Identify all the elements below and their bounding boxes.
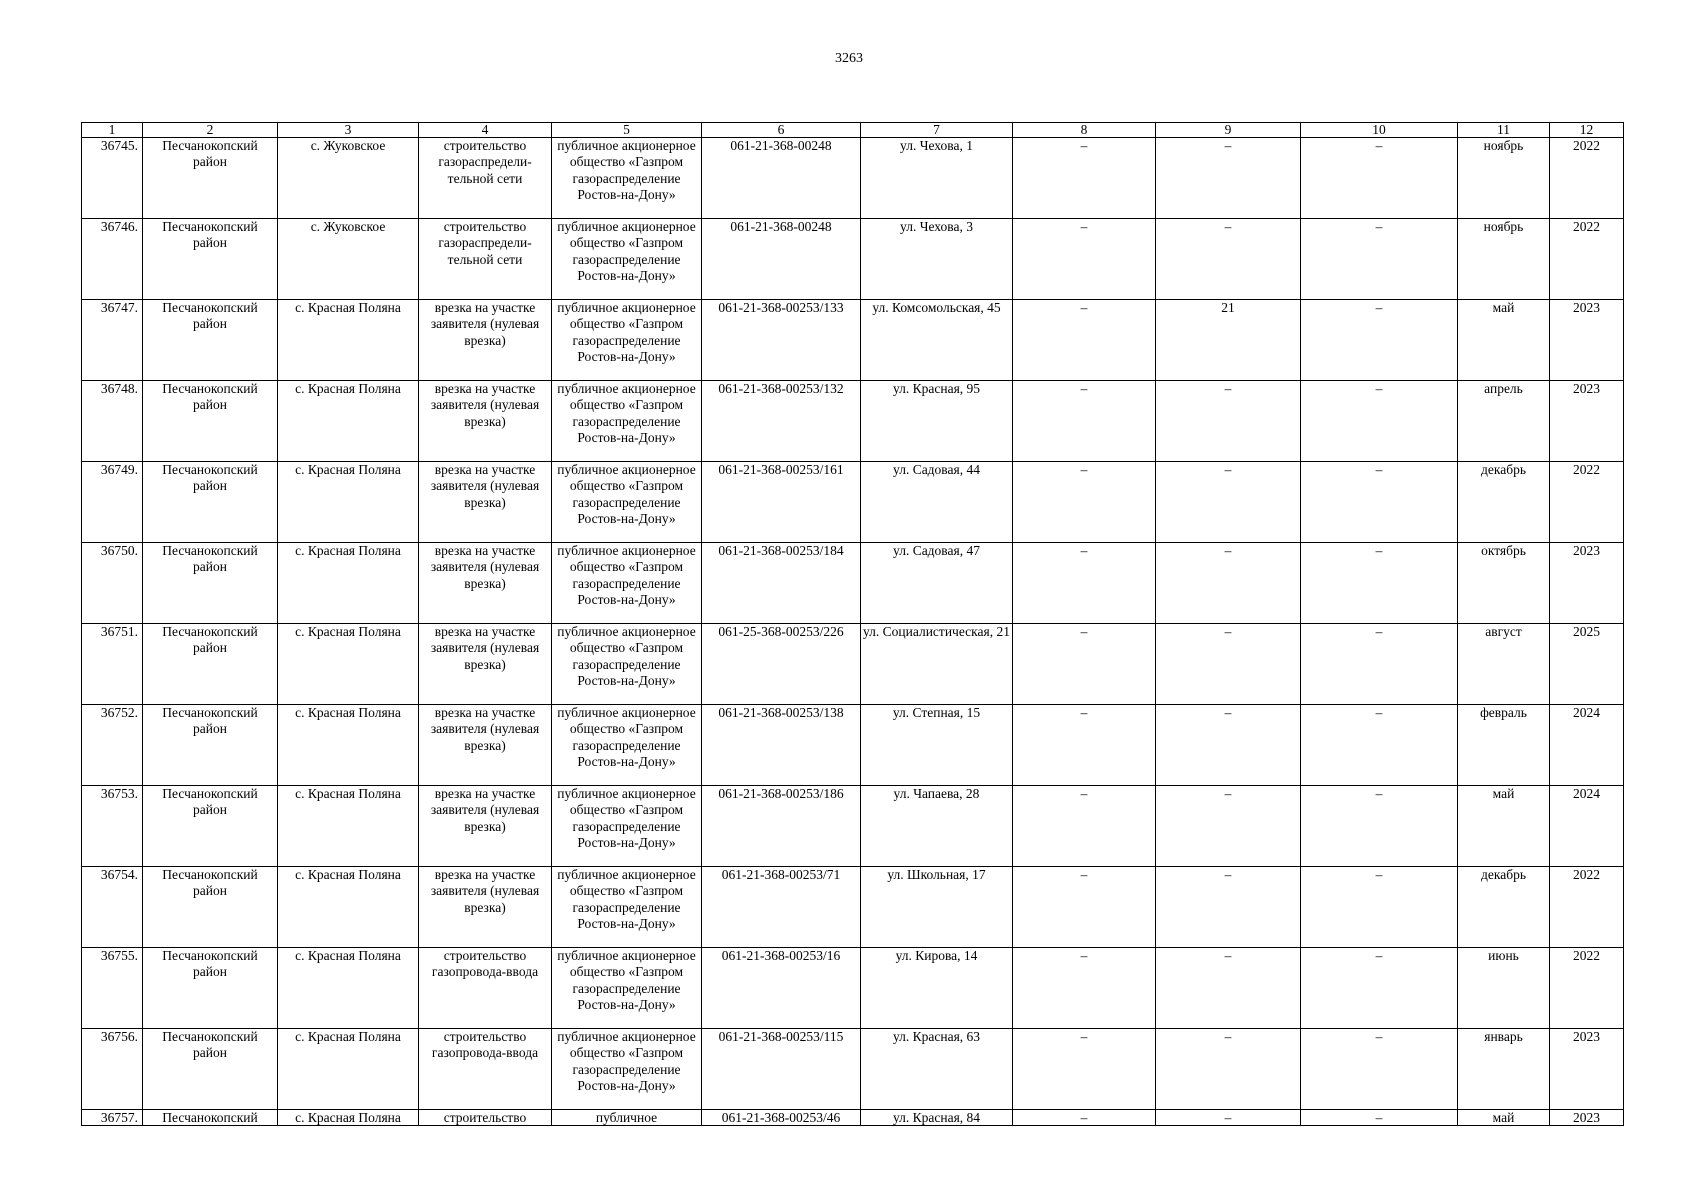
settlement-cell: с. Жуковское [278,138,419,219]
table-row [82,138,1624,219]
column-number-5: 5 [552,123,702,138]
object-code-cell: 061-21-368-00253/132 [702,381,861,462]
object-code-cell: 061-25-368-00253/226 [702,624,861,705]
row-number-cell: 36751. [82,624,143,705]
address-cell: ул. Красная, 63 [861,1029,1013,1110]
district-cell: Песчанокопский район [143,624,278,705]
column-number-9: 9 [1156,123,1301,138]
column-number-4: 4 [419,123,552,138]
month-cell: май [1458,1110,1550,1126]
address-cell: ул. Комсомольская, 45 [861,300,1013,381]
year-cell: 2022 [1550,462,1624,543]
district-cell: Песчанокопский район [143,948,278,1029]
col9-cell: – [1156,867,1301,948]
owner-cell: публичное акционерное общество «Газпром газораспределение Ростов-на-Дону» [552,624,702,705]
month-cell: июнь [1458,948,1550,1029]
district-cell: Песчанокопский район [143,381,278,462]
row-number-cell: 36752. [82,705,143,786]
row-number-cell: 36757. [82,1110,143,1126]
object-code-cell: 061-21-368-00253/16 [702,948,861,1029]
district-cell: Песчанокопский район [143,786,278,867]
col10-cell: – [1301,867,1458,948]
object-code-cell: 061-21-368-00253/71 [702,867,861,948]
col8-cell: – [1013,138,1156,219]
table-row [82,1110,1624,1126]
table-row [82,462,1624,543]
object-code-cell: 061-21-368-00253/184 [702,543,861,624]
settlement-cell: с. Красная Поляна [278,624,419,705]
work-type-cell: врезка на участке заявителя (нулевая врезка) [419,624,552,705]
row-number-cell: 36745. [82,138,143,219]
month-cell: декабрь [1458,867,1550,948]
row-number-cell: 36753. [82,786,143,867]
row-number-cell: 36746. [82,219,143,300]
year-cell: 2025 [1550,624,1624,705]
month-cell: ноябрь [1458,219,1550,300]
owner-cell: публичное акционерное общество «Газпром газораспределение Ростов-на-Дону» [552,867,702,948]
col9-cell: – [1156,705,1301,786]
col8-cell: – [1013,1110,1156,1126]
year-cell: 2023 [1550,1029,1624,1110]
year-cell: 2023 [1550,381,1624,462]
table-body [82,123,1624,1126]
district-cell: Песчанокопский район [143,219,278,300]
object-code-cell: 061-21-368-00248 [702,138,861,219]
col10-cell: – [1301,786,1458,867]
col9-cell: – [1156,462,1301,543]
col9-cell: – [1156,138,1301,219]
col9-cell: – [1156,543,1301,624]
object-code-cell: 061-21-368-00253/46 [702,1110,861,1126]
col10-cell: – [1301,300,1458,381]
year-cell: 2023 [1550,1110,1624,1126]
col10-cell: – [1301,1029,1458,1110]
work-type-cell: строительство [419,1110,552,1126]
col10-cell: – [1301,462,1458,543]
district-cell: Песчанокопский район [143,300,278,381]
col8-cell: – [1013,219,1156,300]
col8-cell: – [1013,543,1156,624]
column-number-1: 1 [82,123,143,138]
year-cell: 2022 [1550,219,1624,300]
col9-cell: – [1156,948,1301,1029]
work-type-cell: строительство газопровода-ввода [419,948,552,1029]
row-number-cell: 36748. [82,381,143,462]
col8-cell: – [1013,705,1156,786]
work-type-cell: врезка на участке заявителя (нулевая врезка) [419,300,552,381]
object-code-cell: 061-21-368-00253/186 [702,786,861,867]
owner-cell: публичное акционерное общество «Газпром газораспределение Ростов-на-Дону» [552,381,702,462]
district-cell: Песчанокопский [143,1110,278,1126]
table-row [82,381,1624,462]
table-row [82,300,1624,381]
column-number-12: 12 [1550,123,1624,138]
month-cell: февраль [1458,705,1550,786]
col8-cell: – [1013,1029,1156,1110]
settlement-cell: с. Красная Поляна [278,381,419,462]
col10-cell: – [1301,381,1458,462]
address-cell: ул. Садовая, 47 [861,543,1013,624]
table-row [82,867,1624,948]
owner-cell: публичное [552,1110,702,1126]
month-cell: май [1458,786,1550,867]
column-number-2: 2 [143,123,278,138]
object-code-cell: 061-21-368-00253/133 [702,300,861,381]
address-cell: ул. Степная, 15 [861,705,1013,786]
address-cell: ул. Садовая, 44 [861,462,1013,543]
district-cell: Песчанокопский район [143,867,278,948]
address-cell: ул. Красная, 84 [861,1110,1013,1126]
col8-cell: – [1013,624,1156,705]
address-cell: ул. Чехова, 3 [861,219,1013,300]
object-code-cell: 061-21-368-00253/115 [702,1029,861,1110]
settlement-cell: с. Красная Поляна [278,1029,419,1110]
column-number-8: 8 [1013,123,1156,138]
owner-cell: публичное акционерное общество «Газпром газораспределение Ростов-на-Дону» [552,138,702,219]
year-cell: 2022 [1550,948,1624,1029]
district-cell: Песчанокопский район [143,543,278,624]
address-cell: ул. Социалистическая, 21 [861,624,1013,705]
owner-cell: публичное акционерное общество «Газпром газораспределение Ростов-на-Дону» [552,1029,702,1110]
month-cell: апрель [1458,381,1550,462]
month-cell: декабрь [1458,462,1550,543]
object-code-cell: 061-21-368-00248 [702,219,861,300]
table-row [82,219,1624,300]
page-number: 3263 [835,51,863,66]
year-cell: 2023 [1550,300,1624,381]
col9-cell: – [1156,624,1301,705]
settlement-cell: с. Красная Поляна [278,705,419,786]
row-number-cell: 36749. [82,462,143,543]
col10-cell: – [1301,1110,1458,1126]
work-type-cell: строительство газораспредели-тельной сети [419,219,552,300]
year-cell: 2022 [1550,138,1624,219]
settlement-cell: с. Красная Поляна [278,867,419,948]
row-number-cell: 36750. [82,543,143,624]
col8-cell: – [1013,462,1156,543]
work-type-cell: строительство газопровода-ввода [419,1029,552,1110]
month-cell: май [1458,300,1550,381]
col9-cell: – [1156,219,1301,300]
work-type-cell: врезка на участке заявителя (нулевая врезка) [419,867,552,948]
settlement-cell: с. Красная Поляна [278,1110,419,1126]
table-row [82,705,1624,786]
table-row [82,786,1624,867]
column-number-7: 7 [861,123,1013,138]
col9-cell: – [1156,786,1301,867]
owner-cell: публичное акционерное общество «Газпром газораспределение Ростов-на-Дону» [552,786,702,867]
settlement-cell: с. Красная Поляна [278,462,419,543]
owner-cell: публичное акционерное общество «Газпром газораспределение Ростов-на-Дону» [552,948,702,1029]
settlement-cell: с. Красная Поляна [278,786,419,867]
settlement-cell: с. Красная Поляна [278,948,419,1029]
row-number-cell: 36756. [82,1029,143,1110]
object-code-cell: 061-21-368-00253/138 [702,705,861,786]
year-cell: 2024 [1550,786,1624,867]
owner-cell: публичное акционерное общество «Газпром газораспределение Ростов-на-Дону» [552,543,702,624]
work-type-cell: врезка на участке заявителя (нулевая врезка) [419,705,552,786]
district-cell: Песчанокопский район [143,138,278,219]
month-cell: январь [1458,1029,1550,1110]
work-type-cell: врезка на участке заявителя (нулевая врезка) [419,381,552,462]
address-cell: ул. Школьная, 17 [861,867,1013,948]
address-cell: ул. Чапаева, 28 [861,786,1013,867]
registry-table [81,122,1624,1126]
col9-cell: – [1156,1029,1301,1110]
col9-cell: – [1156,381,1301,462]
col8-cell: – [1013,867,1156,948]
column-number-11: 11 [1458,123,1550,138]
month-cell: октябрь [1458,543,1550,624]
work-type-cell: врезка на участке заявителя (нулевая врезка) [419,462,552,543]
settlement-cell: с. Красная Поляна [278,543,419,624]
table-row [82,1029,1624,1110]
col10-cell: – [1301,705,1458,786]
col9-cell: – [1156,1110,1301,1126]
owner-cell: публичное акционерное общество «Газпром газораспределение Ростов-на-Дону» [552,219,702,300]
district-cell: Песчанокопский район [143,705,278,786]
year-cell: 2023 [1550,543,1624,624]
table-row [82,543,1624,624]
column-number-row [82,123,1624,138]
district-cell: Песчанокопский район [143,1029,278,1110]
column-number-10: 10 [1301,123,1458,138]
row-number-cell: 36755. [82,948,143,1029]
settlement-cell: с. Красная Поляна [278,300,419,381]
column-number-3: 3 [278,123,419,138]
col8-cell: – [1013,300,1156,381]
col10-cell: – [1301,219,1458,300]
address-cell: ул. Красная, 95 [861,381,1013,462]
col10-cell: – [1301,948,1458,1029]
month-cell: ноябрь [1458,138,1550,219]
owner-cell: публичное акционерное общество «Газпром газораспределение Ростов-на-Дону» [552,462,702,543]
table-row [82,624,1624,705]
col10-cell: – [1301,138,1458,219]
month-cell: август [1458,624,1550,705]
district-cell: Песчанокопский район [143,462,278,543]
owner-cell: публичное акционерное общество «Газпром газораспределение Ростов-на-Дону» [552,300,702,381]
col10-cell: – [1301,624,1458,705]
row-number-cell: 36754. [82,867,143,948]
col8-cell: – [1013,381,1156,462]
owner-cell: публичное акционерное общество «Газпром газораспределение Ростов-на-Дону» [552,705,702,786]
column-number-6: 6 [702,123,861,138]
year-cell: 2022 [1550,867,1624,948]
settlement-cell: с. Жуковское [278,219,419,300]
work-type-cell: врезка на участке заявителя (нулевая врезка) [419,543,552,624]
table-row [82,948,1624,1029]
col9-cell: 21 [1156,300,1301,381]
address-cell: ул. Кирова, 14 [861,948,1013,1029]
work-type-cell: врезка на участке заявителя (нулевая врезка) [419,786,552,867]
col8-cell: – [1013,948,1156,1029]
object-code-cell: 061-21-368-00253/161 [702,462,861,543]
address-cell: ул. Чехова, 1 [861,138,1013,219]
year-cell: 2024 [1550,705,1624,786]
col8-cell: – [1013,786,1156,867]
work-type-cell: строительство газораспредели-тельной сети [419,138,552,219]
col10-cell: – [1301,543,1458,624]
row-number-cell: 36747. [82,300,143,381]
